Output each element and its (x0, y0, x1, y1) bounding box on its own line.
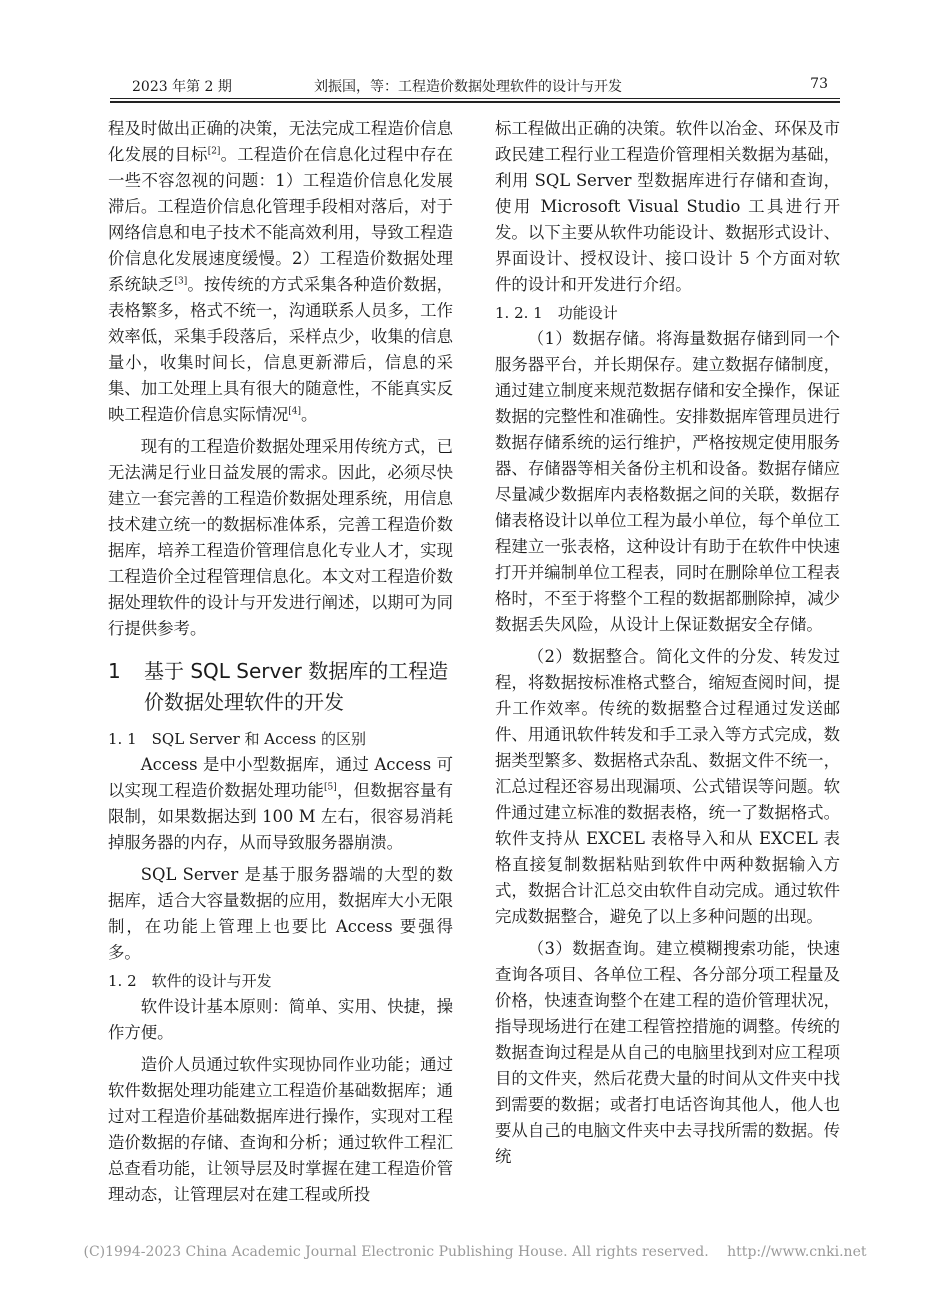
running-header (110, 70, 840, 96)
left-column (108, 116, 453, 1208)
citation: [3] (174, 276, 188, 287)
running-title: 刘振国，等：工程造价数据处理软件的设计与开发 (314, 79, 622, 95)
paragraph: 软件设计基本原则：简单、实用、快捷，操作方便。 (108, 997, 453, 1042)
paragraph: SQL Server 是基于服务器端的大型的数据库，适合大容量数据的应用，数据库大小无限制，在功能上管理上也要比 Access 要强得多。 (108, 865, 453, 962)
paragraph: 造价人员通过软件实现协同作业功能；通过软件数据处理功能建立工程造价基础数据库；通过对工程造价基础数据库进行操作，实现对工程造价数据的存储、查询和分析；通过软件工程汇总查看功能，让领导层及时掌握在建工程造价管理动态，让管理层对在建工程或所投 (108, 1055, 453, 1204)
page-number: 73 (810, 76, 828, 92)
citation: [4] (288, 406, 302, 417)
paragraph: （2）数据整合。简化文件的分发、转发过程，将数据按标准格式整合，缩短查阅时间，提升工作效率。传统的数据整合过程通过发送邮件、用通讯软件转发和手工录入等方式完成，数据类型繁多、数据格式杂乱、数据文件不统一，汇总过程还容易出现漏项、公式错误等问题。软件通过建立标准的数据表格，统一了数据格式。软件支持从 EXCEL 表格导入和从 EXCEL 表格直接复制数据粘贴到软件中两种数据输入方式，数据合计汇总交由软件自动完成。通过软件完成数据整合，避免了以上多种问题的出现。 (495, 647, 840, 926)
section-number: 1 (108, 659, 121, 683)
subsection-heading: 1. 2. 1 功能设计 (495, 304, 618, 322)
paragraph: 程及时做出正确的决策，无法完成工程造价信息化发展的目标[2]。工程造价在信息化过程中存在一些不容忽视的问题：1）工程造价信息化发展滞后。工程造价信息化管理手段相对落后，对于网络信息和电子技术不能高效利用，导致工程造价信息化发展速度缓慢。2）工程造价数据处理系统缺乏[3]。按传统的方式采集各种造价数据，表格繁多，格式不统一，沟通联系人员多，工作效率低，采集手段落后，采样点少，收集的信息量小，收集时间长，信息更新滞后，信息的采集、加工处理上具有很大的随意性，不能真实反映工程造价信息实际情况[4]。 (108, 119, 454, 424)
paragraph: （1）数据存储。将海量数据存储到同一个服务器平台，并长期保存。建立数据存储制度，通过建立制度来规范数据存储和安全操作，保证数据的完整性和准确性。安排数据库管理员进行数据存储系统的运行维护，严格按规定使用服务器、存储器等相关备份主机和设备。数据存储应尽量减少数据库内表格数据之间的关联，数据存储表格设计以单位工程为最小单位，每个单位工程建立一张表格，这种设计有助于在软件中快速打开并编制单位工程表，同时在删除单位工程表格时，不至于将整个工程的数据都删除掉，减少数据丢失风险，从设计上保证数据安全存储。 (495, 329, 840, 634)
section-1-heading (108, 656, 453, 718)
header-rule-thin (110, 98, 840, 99)
citation: [5] (323, 782, 337, 793)
journal-issue: 2023 年第 2 期 (132, 79, 232, 95)
subsection-heading: 1. 2 软件的设计与开发 (108, 972, 272, 990)
citation: [2] (207, 146, 221, 157)
section-title: 基于 SQL Server 数据库的工程造价数据处理软件的开发 (144, 659, 449, 714)
header-rule-thick (110, 101, 840, 103)
paragraph: 现有的工程造价数据处理采用传统方式，已无法满足行业日益发展的需求。因此，必须尽快建立一套完善的工程造价数据处理系统，用信息技术建立统一的数据标准体系，完善工程造价数据库，培养工程造价管理信息化专业人才，实现工程造价全过程管理信息化。本文对工程造价数据处理软件的设计与开发进行阐述，以期可为同行提供参考。 (108, 437, 453, 638)
paragraph: 标工程做出正确的决策。软件以冶金、环保及市政民建工程行业工程造价管理相关数据为基础，利用 SQL Server 型数据库进行存储和查询，使用 Microsoft Visual Studio 工具进行开发。以下主要从软件功能设计、数据形式设计、界面设计、授权设计、接口设计 5 个方面对软件的设计和开发进行介绍。 (495, 119, 840, 294)
subsection-heading: 1. 1 SQL Server 和 Access 的区别 (108, 730, 366, 748)
copyright-footer: (C)1994-2023 China Academic Journal Electronic Publishing House. All rights reserved. http://www.cnki.net (83, 1244, 867, 1260)
paragraph: （3）数据查询。建立模糊搜索功能，快速查询各项目、各单位工程、各分部分项工程量及价格，快速查询整个在建工程的造价管理状况，指导现场进行在建工程管控措施的调整。传统的数据查询过程是从自己的电脑里找到对应工程项目的文件夹，然后花费大量的时间从文件夹中找到需要的数据；或者打电话咨询其他人，他人也要从自己的电脑文件夹中去寻找所需的数据。传统 (495, 939, 840, 1166)
paragraph: Access 是中小型数据库，通过 Access 可以实现工程造价数据处理功能[5]，但数据容量有限制，如果数据达到 100 M 左右，很容易消耗掉服务器的内存，从而导致服务器崩溃。 (108, 755, 454, 852)
right-column (495, 116, 840, 1170)
